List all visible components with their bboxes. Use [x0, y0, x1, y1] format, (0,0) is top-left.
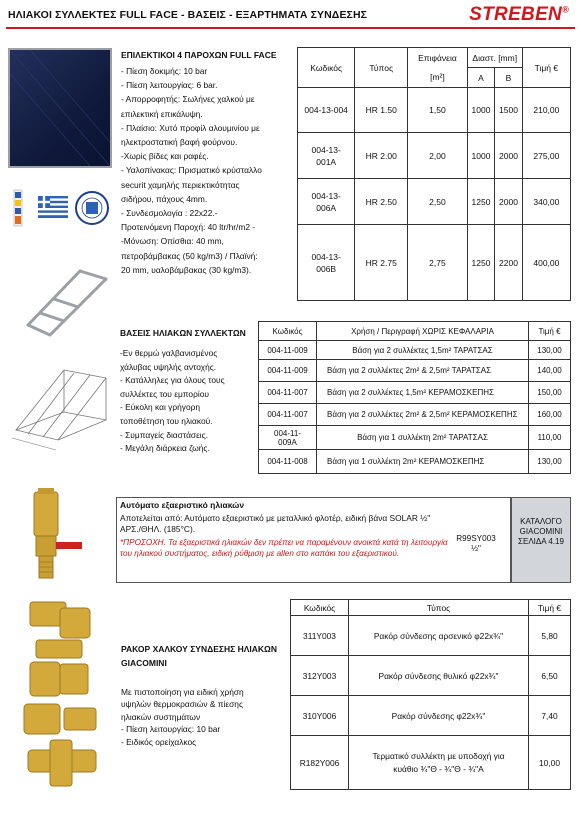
table-row: 004-13-001A HR 2.00 2,00 1000 2000 275,00 [298, 133, 571, 179]
table-row: 310Y006 Ρακόρ σύνδεσης φ22x¾" 7,40 [291, 696, 571, 736]
col-header-code: Κωδικός [298, 48, 355, 88]
mount-frame-image [20, 263, 120, 338]
col-header-code: Κωδικός [291, 600, 349, 616]
fittings-specs: Με πιστοποίηση για ειδική χρήση υψηλών θερμοκρασιών & πίεσης ηλιακών συστημάτων - Πίεση λειτουργίας: 10 bar - Ειδικός ορείχαλκος [121, 687, 244, 747]
greek-flag-icon [38, 196, 68, 218]
energy-label-icon [14, 190, 22, 226]
col-header-price: Τιμή € [529, 322, 571, 341]
fittings-title: ΡΑΚΟΡ ΧΑΛΚΟΥ ΣΥΝΔΕΣΗΣ ΗΛΙΑΚΩΝ GIACOMINI [121, 644, 277, 668]
col-header-area: Επιφάνεια [408, 48, 468, 68]
table-row: 312Y003 Ρακόρ σύνδεσης θυλικό φ22x¾" 6,50 [291, 656, 571, 696]
brand-logo: STREBEN® [469, 4, 569, 25]
col-header-type: Τύπος [355, 48, 408, 88]
certification-icons [10, 188, 110, 228]
table-row: 004-11-009A Βάση για 1 συλλέκτη 2m² ΤΑΡΑΤΣΑΣ 110,00 [259, 426, 571, 450]
vent-description: Αποτελείται από: Αυτόματο εξαεριστικό με μεταλλικό φλοτέρ, ειδική βάνα SOLAR ½" ΑΡΣ./ΘΗΛ. (185°C). [120, 513, 431, 534]
table-row: 004-11-009 Βάση για 2 συλλέκτες 1,5m² ΤΑΡΑΤΣΑΣ 130,00 [259, 341, 571, 360]
collectors-price-table [297, 47, 571, 301]
col-header-dims: Διαστ. [mm] [467, 48, 522, 68]
fittings-price-table [290, 599, 571, 790]
solar-panel-image [8, 48, 112, 168]
table-row: 004-11-007 Βάση για 2 συλλέκτες 1,5m² ΚΕΡΑΜΟΣΚΕΠΗΣ 150,00 [259, 382, 571, 404]
mount-diagram-image [8, 360, 113, 455]
col-header-b: B [495, 68, 523, 88]
collectors-specs: - Πίεση δοκιμής: 10 bar - Πίεση λειτουργίας: 6 bar. - Απορροφητής: Σωλήνες χαλκού με επιλεκτική επικάλυψη. - Πλαίσιο: Χυτό προφίλ αλουμινίου με ηλεκτροστατική βαφή φούρνου. -Χωρίς βίδες και ραφές. - Υαλοπίνακας: Πρισματικό κρύσταλλο securit χαμηλής περιεκτικότητας σιδήρου, πάχους 4mm. - Συνδεσμολογία : 22x22.- Προτεινόμενη Παροχή: 40 ltr/hr/m2 - -Μόνωση: Οπίσθια: 40 mm, πετροβάμβακας (50 kg/m3) / Πλαϊνή: 20 mm, υαλοβάμβακας (30 kg/m3). [121, 66, 262, 275]
table-row: 004-13-004 HR 1.50 1,50 1000 1500 210,00 [298, 88, 571, 133]
col-header-price: Τιμή € [529, 600, 571, 616]
vent-title: Αυτόματο εξαεριστικό ηλιακών [120, 500, 245, 510]
certification-seal-icon [76, 192, 108, 224]
collectors-title: ΕΠΙΛΕΚΤΙΚΟΙ 4 ΠΑΡΟΧΩΝ FULL FACE [121, 50, 277, 60]
table-row: R182Y006 Τερματικό συλλέκτη με υποδοχή για κυάθιο ¾"Θ - ¾"Θ - ¾"Α 10,00 [291, 736, 571, 790]
mounts-specs: -Εν θερμώ γαλβανισμένος χάλυβας υψηλής αντοχής. - Κατάλληλες για όλους τους συλλέκτες του εμπορίου - Εύκολη και γρήγορη τοποθέτηση του ηλιακού. - Συμπαγείς διαστάσεις. - Μεγάλη διάρκεια ζωής. [120, 348, 225, 454]
table-row: 004-11-008 Βάση για 1 συλλέκτη 2m² ΚΕΡΑΜΟΣΚΕΠΗΣ 130,00 [259, 450, 571, 474]
header-divider [6, 27, 575, 29]
col-header-desc: Χρήση / Περιγραφή ΧΩΡΙΣ ΚΕΦΑΛΑΡΙΑ [317, 322, 529, 341]
table-row: 004-11-007 Βάση για 2 συλλέκτες 2m² & 2,5m² ΚΕΡΑΜΟΣΚΕΠΗΣ 160,00 [259, 404, 571, 426]
table-row: 311Y003 Ρακόρ σύνδεσης αρσενικό φ22x¾" 5,80 [291, 616, 571, 656]
vent-warning: *ΠΡΟΣΟΧΗ. Τα εξαεριστικά ηλιακών δεν πρέπει να παραμένουν ανοικτά κατά τη λειτουργία του ηλιακού συστήματος, ειδική ρύθμιση με allen στο καπάκι του εξαεριστικού. [120, 538, 448, 558]
col-header-type: Τύπος [349, 600, 529, 616]
air-vent-valve-image [22, 488, 92, 582]
table-row: 004-13-006B HR 2.75 2,75 1250 2200 400,00 [298, 225, 571, 301]
table-row: 004-11-009 Βάση για 2 συλλέκτες 2m² & 2,5m² ΤΑΡΑΤΣΑΣ 140,00 [259, 360, 571, 382]
mounts-title: ΒΑΣΕΙΣ ΗΛΙΑΚΩΝ ΣΥΛΛΕΚΤΩΝ [120, 328, 246, 338]
col-header-price: Τιμή € [522, 48, 570, 88]
col-header-code: Κωδικός [259, 322, 317, 341]
mounts-price-table [258, 321, 571, 474]
vent-code: R99SY003 ½" [456, 534, 496, 553]
col-header-area-unit: [m²] [408, 68, 468, 88]
catalog-reference: ΚΑΤΑΛΟΓΟ GIACOMINI ΣΕΛΙΔΑ 4.19 [511, 497, 571, 583]
brass-fittings-image [10, 600, 115, 805]
col-header-a: A [467, 68, 495, 88]
page-title: ΗΛΙΑΚΟΙ ΣΥΛΛΕΚΤΕΣ FULL FACE - ΒΑΣΕΙΣ - ΕΞΑΡΤΗΜΑΤΑ ΣΥΝΔΕΣΗΣ [8, 9, 368, 21]
table-row: 004-13-006A HR 2.50 2,50 1250 2000 340,00 [298, 179, 571, 225]
